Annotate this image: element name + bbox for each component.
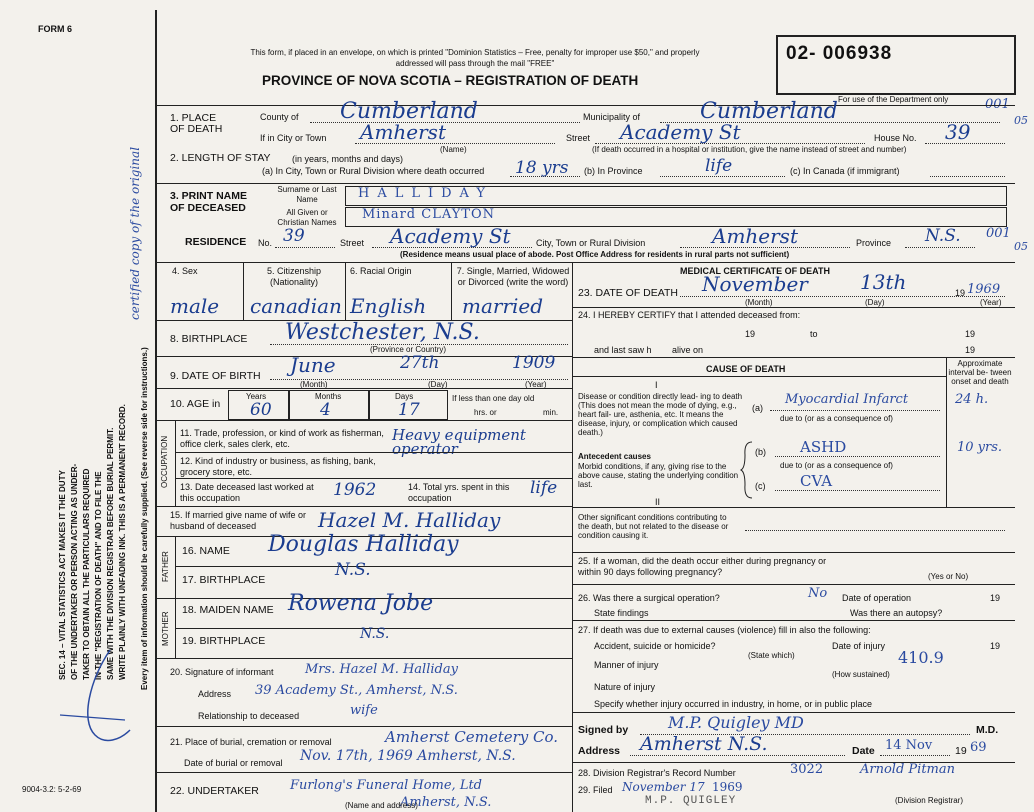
county-value: Cumberland xyxy=(340,99,478,124)
spouse-label: 15. If married give name of wife or husband of deceased xyxy=(170,510,307,531)
city-value: Amherst xyxy=(360,120,446,144)
residence-province-label: Province xyxy=(856,238,892,248)
side-text-2: OF THE UNDERTAKER OR PERSON ACTING AS UNDER- xyxy=(70,463,79,680)
section-rule xyxy=(155,262,1015,263)
age-years-label: Years xyxy=(246,392,267,401)
stay-city-label: (a) In City, Town or Rural Division where death occurred xyxy=(262,166,485,176)
how-sustained-caption: (How sustained) xyxy=(832,670,890,679)
stay-province-label: (b) In Province xyxy=(584,166,643,176)
stay-canada-label: (c) In Canada (if immigrant) xyxy=(790,166,900,176)
birthplace-caption: (Province or Country) xyxy=(370,345,447,354)
dod-month: November xyxy=(702,272,808,296)
record-number-value: 3022 xyxy=(790,762,824,777)
nature-label: Nature of injury xyxy=(594,682,656,692)
citizenship-label: 5. Citizenship (Nationality) xyxy=(266,266,322,287)
father-birthplace-label: 17. BIRTHPLACE xyxy=(182,574,266,586)
given-names-label: All Given or Christian Names xyxy=(277,208,337,227)
office-code-1: 001 xyxy=(985,97,1010,112)
due-to-2: due to (or as a consequence of) xyxy=(780,461,893,470)
residence-no-value: 39 xyxy=(283,226,305,246)
age-months-label: Months xyxy=(315,392,342,401)
top-rule xyxy=(155,105,1015,106)
birthplace-value: Westchester, N.S. xyxy=(285,320,480,345)
surname-label: Surname or Last Name xyxy=(277,185,337,204)
dob-year-caption: (Year) xyxy=(525,380,547,389)
registration-number: 02- 006938 xyxy=(786,43,893,64)
cause-c-label: (c) xyxy=(755,481,766,491)
hrs-label: hrs. or xyxy=(474,408,497,417)
certify-to-label: to xyxy=(810,329,818,339)
office-use-label: For use of the Department only xyxy=(838,95,949,104)
side-text-5: SAME WITH THE DIVISION REGISTRAR BEFORE BURIAL PERMIT. xyxy=(106,427,115,680)
dod-day: 13th xyxy=(860,270,907,294)
informant-address-label: Address xyxy=(198,689,232,699)
dob-month: June xyxy=(290,353,336,377)
residence-label: RESIDENCE xyxy=(185,236,247,248)
cause-a-interval: 24 h. xyxy=(955,392,989,407)
filed-label: 29. Filed xyxy=(578,785,613,795)
residence-city-label: City, Town or Rural Division xyxy=(536,238,646,248)
form-title: PROVINCE OF NOVA SCOTIA – REGISTRATION OF DEATH xyxy=(262,73,639,88)
filed-year: 1969 xyxy=(712,780,743,794)
signature-year-prefix: 19 xyxy=(955,745,967,757)
side-text-6: WRITE PLAINLY WITH UNFADING INK. THIS IS A PERMANENT RECORD. xyxy=(118,404,127,680)
industry-label: 12. Kind of industry or business, as fishing, bank, grocery store, etc. xyxy=(180,456,376,477)
burial-place-label: 21. Place of burial, cremation or removal xyxy=(170,737,332,747)
brace-icon xyxy=(740,440,754,500)
surname-value: HALLIDAY xyxy=(358,186,493,201)
office-code-4: 05 xyxy=(1014,240,1028,253)
certified-note: certified copy of the original xyxy=(128,146,142,320)
racial-origin-value: English xyxy=(350,294,427,318)
deceased-name-label: 3. PRINT NAME OF DECEASED xyxy=(170,190,248,214)
father-name-value: Douglas Halliday xyxy=(268,532,459,557)
side-text-3: TAKER TO OBTAIN ALL THE PARTICULARS REQUIRED xyxy=(82,468,91,680)
age-years-value: 60 xyxy=(250,400,272,420)
birthplace-label: 8. BIRTHPLACE xyxy=(170,333,248,345)
side-text-4: IN THE "REGISTRATION OF DEATH" AND TO FILE THE xyxy=(94,471,103,680)
antecedent-note: Morbid conditions, if any, giving rise to the above cause, stating the underlying condition last. xyxy=(578,462,739,489)
undertaker-label: 22. UNDERTAKER xyxy=(170,785,259,797)
residence-no-label: No. xyxy=(258,238,273,248)
side-text-7: Every item of information should be carefully supplied. (See reverse side for instructions.) xyxy=(140,347,149,690)
accident-label: Accident, suicide or homicide? xyxy=(594,641,716,651)
municipality-value: Cumberland xyxy=(700,99,838,124)
signed-by-value: M.P. Quigley MD xyxy=(668,713,804,732)
trade-label: 11. Trade, profession, or kind of work as fisherman, office clerk, sales clerk, etc. xyxy=(180,428,384,449)
interval-title: Approximate interval be- tween onset and death xyxy=(948,359,1012,386)
signed-by-label: Signed by xyxy=(578,724,629,736)
citizenship-value: canadian xyxy=(250,294,342,318)
dod-day-caption: (Day) xyxy=(865,298,885,307)
pregnancy-yes-no: (Yes or No) xyxy=(928,572,969,581)
dod-label: 23. DATE OF DEATH xyxy=(578,287,678,299)
father-name-label: 16. NAME xyxy=(182,545,230,557)
mother-birthplace-value: N.S. xyxy=(360,626,390,642)
relationship-value: wife xyxy=(350,703,378,718)
dod-year: 1969 xyxy=(967,282,1001,297)
city-label: If in City or Town xyxy=(260,133,327,143)
operation-year-prefix: 19 xyxy=(990,593,1001,603)
signature-date-value: 14 Nov xyxy=(885,738,933,753)
filed-value: November 17 xyxy=(622,780,705,794)
certify-to-year: 19 xyxy=(965,329,976,339)
surgery-value: No xyxy=(808,586,828,601)
informant-signature-label: 20. Signature of informant xyxy=(170,667,274,677)
alive-on-year: 19 xyxy=(965,345,976,355)
physician-address-label: Address xyxy=(578,745,621,757)
street-value: Academy St xyxy=(620,120,741,144)
mother-name-label: 18. MAIDEN NAME xyxy=(182,604,274,616)
last-saw-label: and last saw h xyxy=(594,345,652,355)
residence-note: (Residence means usual place of abode. Post Office Address for residents in rural parts not sufficient) xyxy=(400,250,790,259)
min-label: min. xyxy=(543,408,559,417)
certify-label: 24. I HEREBY CERTIFY that I attended deceased from: xyxy=(578,310,801,320)
county-label: County of xyxy=(260,112,299,122)
relationship-label: Relationship to deceased xyxy=(198,711,300,721)
hospital-note: (If death occurred in a hospital or institution, give the name instead of street and number) xyxy=(592,145,907,154)
external-causes-label: 27. If death was due to external causes (violence) fill in also the following: xyxy=(578,625,871,635)
length-of-stay-label: 2. LENGTH OF STAY xyxy=(170,152,271,164)
signature-date-label: Date xyxy=(852,745,875,757)
side-scribble-icon xyxy=(50,640,140,760)
municipality-label: Municipality of xyxy=(583,112,641,122)
marital-value: married xyxy=(462,294,544,318)
residence-street-value: Academy St xyxy=(390,224,511,248)
cause-c-value: CVA xyxy=(800,472,833,490)
md-label: M.D. xyxy=(976,724,999,736)
racial-origin-label: 6. Racial Origin xyxy=(350,266,412,276)
office-code-2: 05 xyxy=(1014,114,1028,127)
total-years-value: life xyxy=(530,478,558,498)
stay-city-value: 18 yrs xyxy=(515,158,569,178)
other-conditions-label: Other significant conditions contributing to the death, but not related to the disease or condition causing it. xyxy=(578,513,729,540)
manner-label: Manner of injury xyxy=(594,660,659,670)
form-code: 9004-3.2: 5-2-69 xyxy=(22,785,82,794)
signature-year-value: 69 xyxy=(970,740,987,755)
last-worked-value: 1962 xyxy=(333,480,377,500)
side-text-1: SEC. 14 – VITAL STATISTICS ACT MAKES IT THE DUTY xyxy=(58,470,67,680)
age-days-label: Days xyxy=(395,392,414,401)
autopsy-label: Was there an autopsy? xyxy=(850,608,943,618)
total-years-label: 14. Total yrs. spent in this occupation xyxy=(408,482,510,503)
disease-label: Disease or condition directly lead- ing to death (This does not mean the mode of dying, e.g., heart fail- ure, asthenia, etc. It means the disease, injury, or complication which caused death.) xyxy=(578,392,743,437)
state-which-caption: (State which) xyxy=(748,651,795,660)
age-days-value: 17 xyxy=(398,400,420,420)
pregnancy-label: 25. If a woman, did the death occur either during pregnancy or within 90 days following pregnancy? xyxy=(578,556,827,577)
street-label: Street xyxy=(566,133,591,143)
last-worked-label: 13. Date deceased last worked at this occupation xyxy=(180,482,314,503)
dod-year-prefix: 19 xyxy=(955,288,966,298)
cause-b-interval: 10 yrs. xyxy=(957,440,1003,455)
date-of-injury-label: Date of injury xyxy=(832,641,886,651)
record-number-label: 28. Division Registrar's Record Number xyxy=(578,768,736,778)
house-label: House No. xyxy=(874,133,917,143)
father-birthplace-value: N.S. xyxy=(335,560,371,580)
certify-from-year: 19 xyxy=(745,329,756,339)
age-months-value: 4 xyxy=(320,400,331,420)
injury-code: 410.9 xyxy=(898,648,944,667)
section-one-label: I xyxy=(655,380,658,390)
cause-title: CAUSE OF DEATH xyxy=(706,364,786,374)
cause-a-label: (a) xyxy=(752,403,763,413)
residence-city-value: Amherst xyxy=(712,224,798,248)
antecedent-label: Antecedent causes xyxy=(578,452,651,461)
center-divider xyxy=(572,262,573,812)
section-two-label: II xyxy=(655,497,661,507)
mother-name-value: Rowena Jobe xyxy=(288,591,434,616)
cause-b-label: (b) xyxy=(755,447,766,457)
due-to-1: due to (or as a consequence of) xyxy=(780,414,893,423)
sex-value: male xyxy=(170,294,220,318)
registrar-caption: (Division Registrar) xyxy=(895,796,964,805)
given-names-value: Minard CLAYTON xyxy=(362,207,495,222)
physician-address-value: Amherst N.S. xyxy=(640,733,768,755)
mother-birthplace-label: 19. BIRTHPLACE xyxy=(182,635,266,647)
injury-year-prefix: 19 xyxy=(990,641,1001,651)
stay-province-value: life xyxy=(705,156,733,176)
dob-label: 9. DATE OF BIRTH xyxy=(170,370,261,382)
residence-province-value: N.S. xyxy=(925,226,961,246)
informant-address-value: 39 Academy St., Amherst, N.S. xyxy=(255,683,458,698)
dob-day-caption: (Day) xyxy=(428,380,448,389)
trade-value: Heavy equipment operator xyxy=(392,426,526,458)
cause-b-value: ASHD xyxy=(800,438,847,456)
less-than-day-label: If less than one day old xyxy=(452,394,535,403)
spouse-value: Hazel M. Halliday xyxy=(318,508,501,532)
surgery-label: 26. Was there a surgical operation? xyxy=(578,593,720,603)
residence-street-label: Street xyxy=(340,238,365,248)
date-of-operation-label: Date of operation xyxy=(842,593,912,603)
length-of-stay-note: (in years, months and days) xyxy=(292,154,404,164)
age-label: 10. AGE in xyxy=(170,398,221,410)
alive-on-label: alive on xyxy=(672,345,704,355)
medical-title: MEDICAL CERTIFICATE OF DEATH xyxy=(680,266,830,276)
specify-label: Specify whether injury occurred in industry, in home, or in public place xyxy=(594,699,872,709)
burial-date-label: Date of burial or removal xyxy=(184,758,283,768)
burial-place-value: Amherst Cemetery Co. xyxy=(385,728,559,746)
informant-signature-value: Mrs. Hazel M. Halliday xyxy=(305,662,458,677)
marital-label: 7. Single, Married, Widowed or Divorced (write the word) xyxy=(456,266,570,287)
undertaker-value: Furlong's Funeral Home, Ltd xyxy=(290,778,483,793)
city-name-caption: (Name) xyxy=(440,145,467,154)
burial-date-value: Nov. 17th, 1969 Amherst, N.S. xyxy=(300,748,516,764)
state-findings-label: State findings xyxy=(594,608,649,618)
place-of-death-label: 1. PLACE OF DEATH xyxy=(170,112,223,135)
dob-year: 1909 xyxy=(512,353,556,373)
undertaker-caption: (Name and address) xyxy=(345,801,418,810)
dod-month-caption: (Month) xyxy=(745,298,773,307)
form-number: FORM 6 xyxy=(38,24,73,34)
undertaker-address: Amherst, N.S. xyxy=(400,795,492,810)
office-code-3: 001 xyxy=(986,226,1011,241)
dob-day: 27th xyxy=(400,353,440,373)
dob-month-caption: (Month) xyxy=(300,380,328,389)
occupation-side-label: OCCUPATION xyxy=(160,435,169,488)
left-frame-line xyxy=(155,10,157,812)
mother-side-label: MOTHER xyxy=(161,611,170,646)
cause-a-value: Myocardial Infarct xyxy=(785,392,909,407)
physician-stamp: M.P. QUIGLEY xyxy=(645,795,737,807)
dod-year-caption: (Year) xyxy=(980,298,1002,307)
house-value: 39 xyxy=(945,120,971,144)
sex-label: 4. Sex xyxy=(172,266,198,276)
father-side-label: FATHER xyxy=(161,551,170,582)
mailing-note: This form, if placed in an envelope, on which is printed "Dominion Statistics – Free, penalty for improper use $50," and properly addressed will pass through the mail "FREE" xyxy=(250,48,700,68)
registrar-signature: Arnold Pitman xyxy=(860,762,955,777)
